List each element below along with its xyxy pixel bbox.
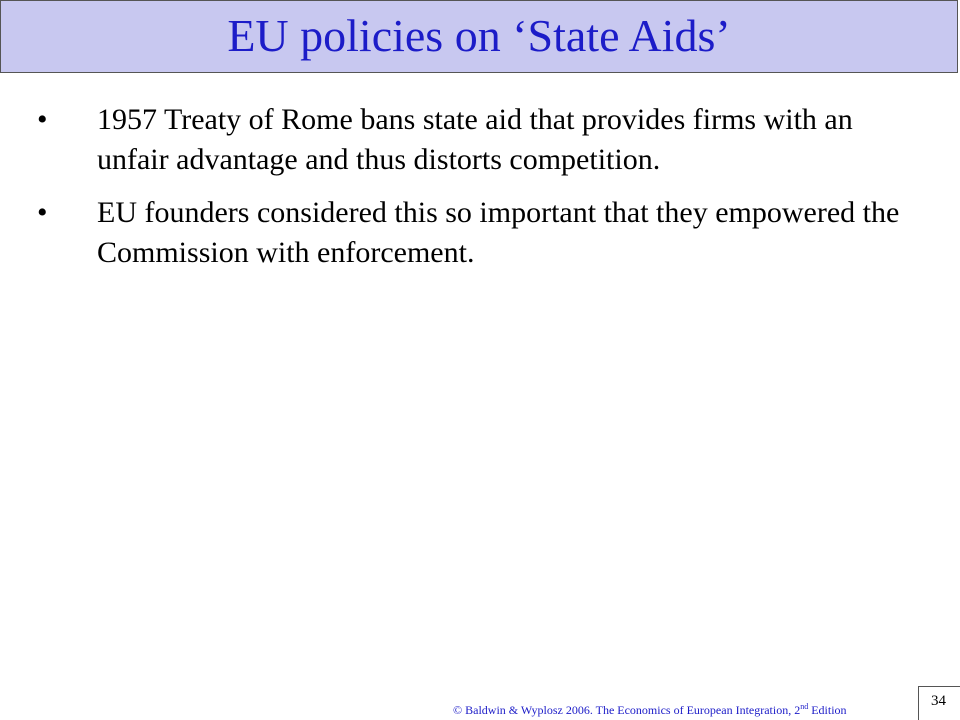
slide-title: EU policies on ‘State Aids’ xyxy=(227,9,731,61)
title-bar xyxy=(0,0,958,73)
copyright-footer xyxy=(453,703,847,717)
credit-prefix: © Baldwin & Wyplosz 2006. The Economics of European Integration, 2 xyxy=(453,703,801,717)
credit-suffix: Edition xyxy=(808,703,847,717)
credit-superscript: nd xyxy=(800,702,809,711)
page-number: 34 xyxy=(931,693,946,709)
bullet-text: EU founders considered this so important that they empowered the Commission with enforcement. xyxy=(97,196,900,269)
bullet-text: 1957 Treaty of Rome bans state aid that provides firms with an unfair advantage and thus distorts competition. xyxy=(97,103,853,176)
bullet-marker: • xyxy=(37,103,48,136)
bullet-item xyxy=(0,100,960,180)
page-number-box xyxy=(918,686,960,720)
bullet-item xyxy=(0,193,960,273)
bullet-marker: • xyxy=(37,196,48,229)
bullet-list xyxy=(0,100,960,286)
